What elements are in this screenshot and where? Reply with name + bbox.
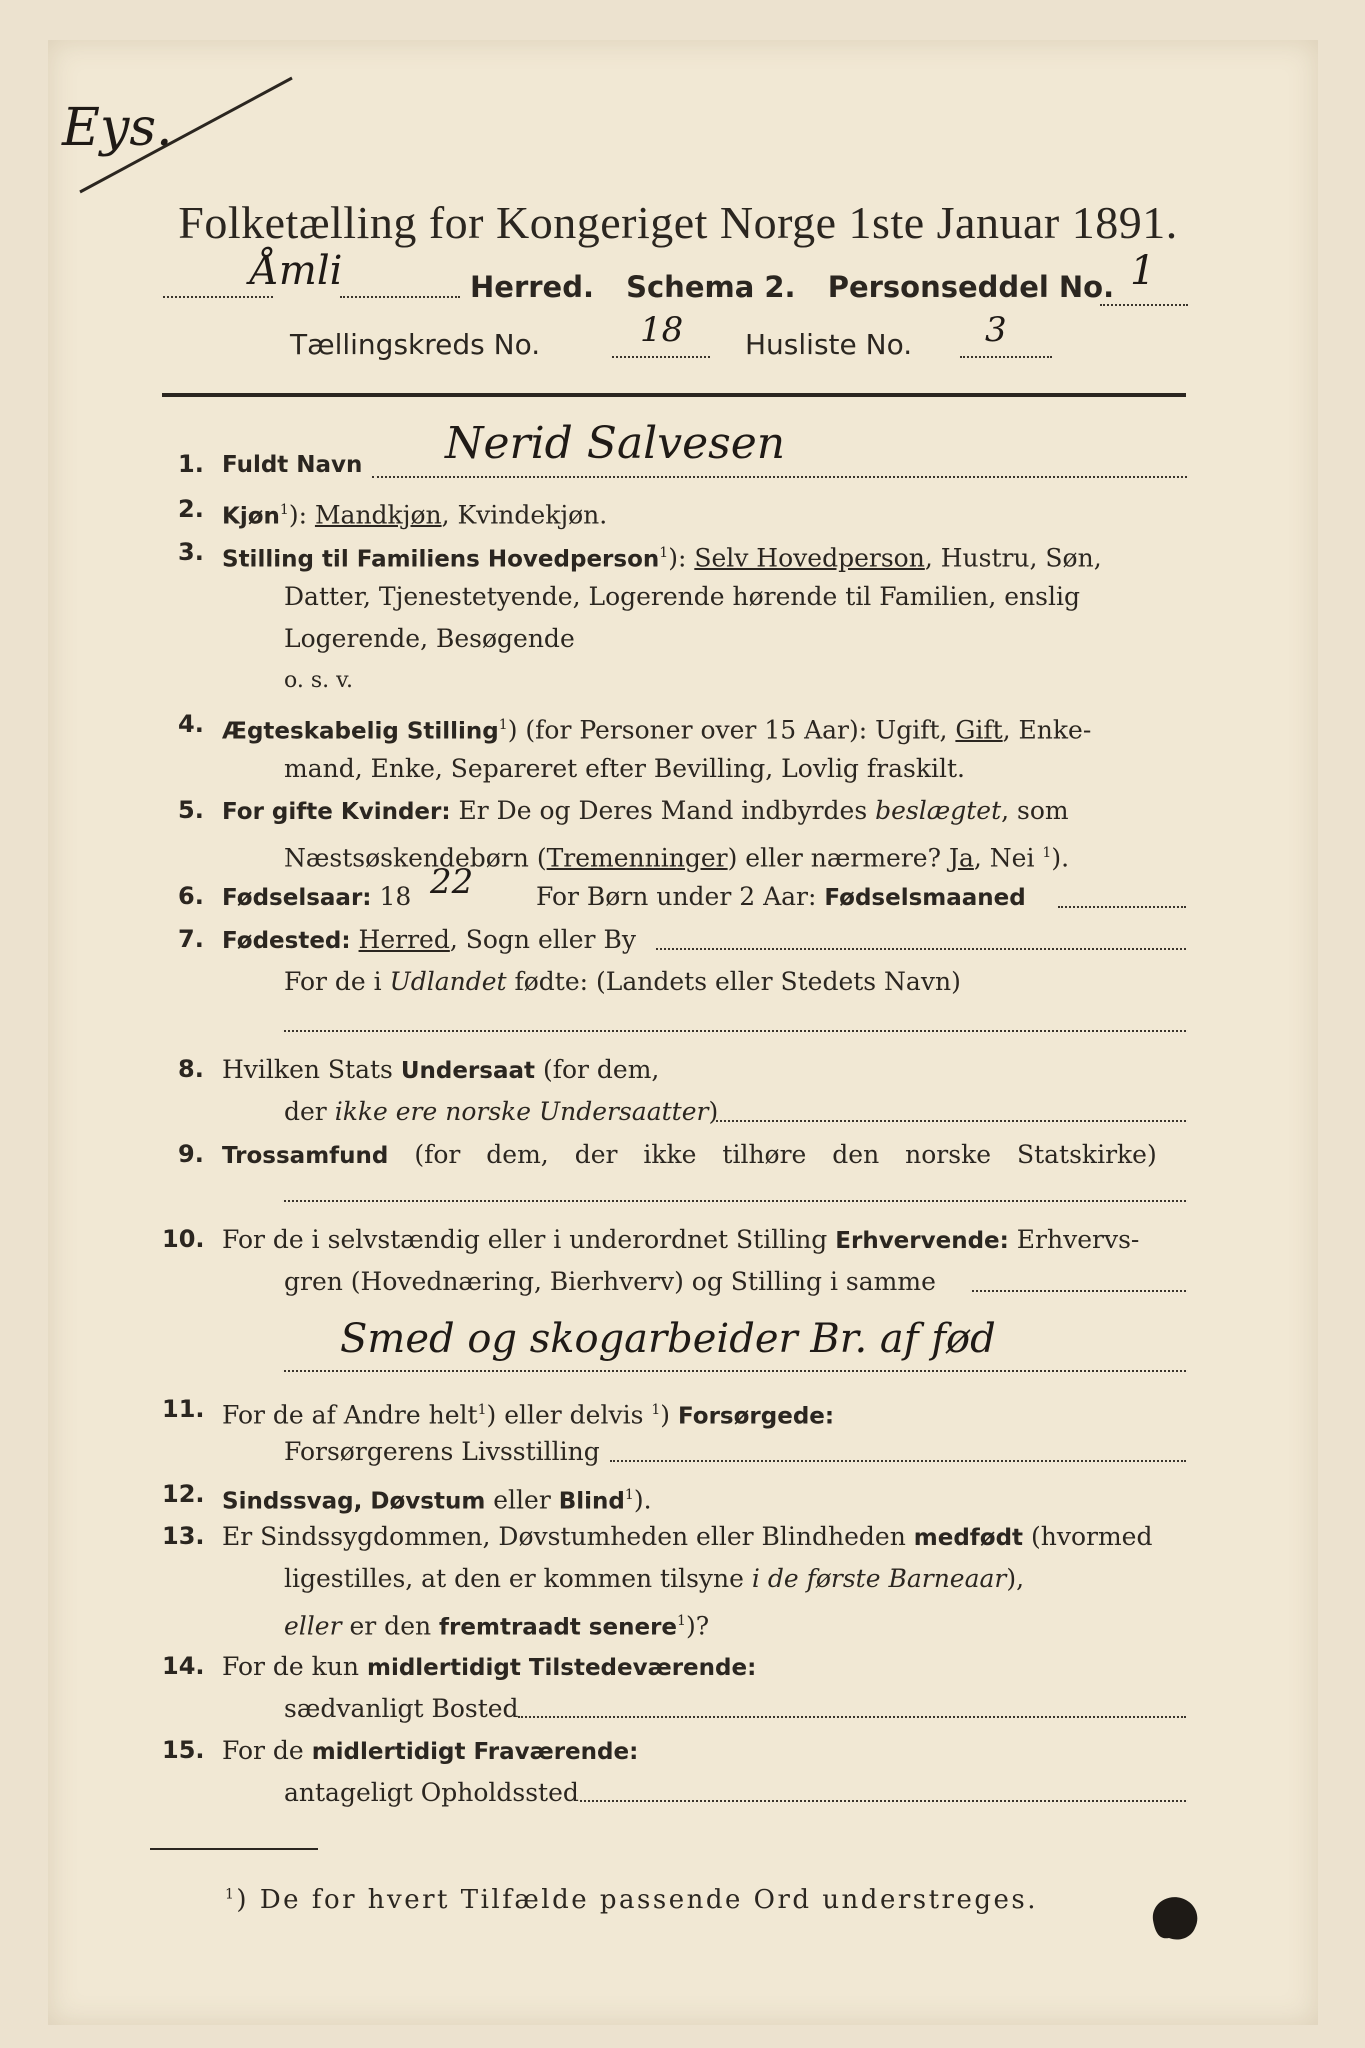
q9-number: 9. (178, 1140, 204, 1168)
q2-option-mandkjon: Mandkjøn (314, 500, 442, 530)
q10-number: 10. (162, 1225, 205, 1253)
q9-text: (for dem, der ikke tilhøre den norske Statskirke) (388, 1140, 1157, 1169)
q7-underlined: Herred (358, 925, 450, 954)
q6-label: Fødselsaar: (222, 885, 372, 911)
q11-text3: ) (660, 1400, 678, 1430)
q3-underlined: Selv Hovedperson (694, 543, 925, 573)
q8-line2-italic: ikke ere norske Undersaatter (334, 1097, 709, 1126)
q13-rest: (hvormed (1023, 1522, 1153, 1551)
q5-rest: , som (1001, 796, 1069, 825)
q13-line3-bold: fremtraadt senere (439, 1614, 678, 1641)
q13-line2b: ), (1006, 1564, 1025, 1593)
q2-label: Kjøn (222, 503, 280, 530)
q13-line3c: )? (685, 1611, 710, 1641)
q10-rest: Erhvervs- (1008, 1225, 1140, 1254)
q13-number: 13. (162, 1522, 205, 1550)
form-title: Folketælling for Kongeriget Norge 1ste Januar 1891. (178, 197, 1178, 248)
herred-dots (163, 296, 273, 298)
q13-text: Er Sindssygdommen, Døvstumheden eller Blindheden (222, 1522, 914, 1551)
q15-dots (580, 1800, 1186, 1802)
q5-line2d: , Nei (973, 843, 1043, 873)
footnote-rule (150, 1848, 318, 1850)
q6-number: 6. (178, 882, 204, 910)
kreds-dots (612, 356, 710, 358)
q3-rest: , Hustru, Søn, (924, 543, 1102, 573)
herred-dots-2 (340, 296, 460, 298)
q4-text: ) (for Personer over 15 Aar): Ugift, (507, 715, 956, 745)
q6-year-value: 22 (430, 862, 474, 902)
husliste-dots (960, 356, 1052, 358)
q7-line2a: For de i (284, 967, 390, 996)
q13-line3-italic: eller (284, 1611, 342, 1641)
q4-label: Ægteskabelig Stilling (222, 718, 499, 745)
q8-label: Undersaat (400, 1058, 535, 1084)
q5-sup: 1 (1042, 845, 1052, 861)
q13-line2-italic: i de første Barneaar (751, 1564, 1007, 1593)
q10-line2: gren (Hovednæring, Bierhverv) og Stilling i samme (284, 1267, 936, 1296)
kreds-value: 18 (640, 310, 684, 350)
q7-label: Fødested: (222, 928, 351, 954)
q3-line4: o. s. v. (284, 668, 353, 693)
q7-text: , Sogn eller By (449, 925, 636, 954)
kreds-label: Tællingskreds No. (290, 328, 541, 361)
q10-dots-2 (284, 1370, 1186, 1372)
q8-line2a: der (284, 1097, 335, 1126)
q14-line2: sædvanligt Bosted (284, 1694, 519, 1723)
q15-label: midlertidigt Fraværende: (311, 1739, 639, 1765)
q5-line2b: ) eller nærmere? (727, 843, 949, 873)
footnote-sup: 1 (225, 1886, 237, 1903)
herred-value: Åmli (250, 248, 343, 294)
q7-number: 7. (178, 925, 204, 953)
q11-label: Forsørgede: (678, 1403, 835, 1430)
q6-text: 18 (371, 882, 412, 911)
q11-sup2: 1 (651, 1402, 661, 1418)
q11-sup: 1 (477, 1402, 487, 1418)
q4-underlined: Gift (955, 715, 1003, 745)
q12-text: eller (485, 1485, 559, 1515)
q4-rest: , Enke- (1002, 715, 1092, 745)
q10-text: For de i selvstændig eller i underordnet Stilling (222, 1225, 836, 1254)
q5-number: 5. (178, 796, 204, 824)
q3-text: ): (668, 543, 695, 573)
q10-dots (972, 1290, 1186, 1292)
q5-label: For gifte Kvinder: (222, 799, 451, 825)
q4-number: 4. (178, 710, 204, 738)
q8-text: Hvilken Stats (222, 1055, 401, 1084)
q12-rest: ). (633, 1485, 652, 1515)
q8-dots (716, 1120, 1186, 1122)
q11-line2: Forsørgerens Livsstilling (284, 1437, 600, 1466)
husliste-value: 3 (985, 310, 1007, 350)
q3-number: 3. (178, 538, 204, 566)
corner-stroke-icon (70, 70, 300, 200)
q6-dots (1058, 906, 1186, 908)
q7-line2b: fødte: (Landets eller Stedets Navn) (506, 967, 961, 996)
q5-text: Er De og Deres Mand indbyrdes (450, 796, 876, 825)
q14-number: 14. (162, 1652, 205, 1680)
q1-number: 1. (178, 450, 204, 478)
q13-line3a: er den (341, 1611, 440, 1641)
q5-italic: beslægtet (875, 796, 1002, 825)
q5-line2e: ). (1051, 843, 1070, 873)
q5-line2-underlined: Tremenninger (546, 843, 728, 873)
q8-rest: (for dem, (535, 1055, 660, 1084)
q13-line2a: ligestilles, at den er kommen tilsyne (284, 1564, 752, 1593)
q15-number: 15. (162, 1736, 205, 1764)
personseddel-value: 1 (1130, 248, 1156, 294)
q14-text: For de kun (222, 1652, 367, 1681)
q3-sup: 1 (659, 545, 669, 561)
q1-dots (372, 476, 1187, 478)
q5-line2a: Næstsøskendebørn ( (284, 843, 547, 873)
q8-line2b: ) (708, 1097, 719, 1126)
q7-dots-2 (284, 1030, 1186, 1032)
q2-number: 2. (178, 495, 204, 523)
q12-label: Sindssvag, Døvstum (222, 1488, 486, 1515)
q15-line2: antageligt Opholdssted (284, 1778, 579, 1807)
footnote (225, 1885, 1038, 1915)
q11-text2: ) eller delvis (486, 1400, 652, 1430)
q10-label: Erhvervende: (835, 1228, 1009, 1254)
q14-dots (518, 1716, 1186, 1718)
q7-dots (656, 948, 1186, 950)
q12-number: 12. (162, 1480, 205, 1508)
q5-answer-ja: Ja (948, 843, 974, 873)
q3-line3: Logerende, Besøgende (284, 624, 575, 653)
q8-number: 8. (178, 1055, 204, 1083)
husliste-label: Husliste No. (745, 328, 913, 361)
schema-label: Schema 2. (626, 270, 796, 304)
q7-line2-italic: Udlandet (389, 967, 507, 996)
q1-name-value: Nerid Salvesen (445, 418, 786, 469)
q3-line2: Datter, Tjenestetyende, Logerende hørende til Familien, enslig (284, 582, 1081, 611)
q12-label2: Blind (558, 1488, 625, 1515)
q13-sup: 1 (677, 1613, 686, 1629)
q2-sup: 1 (279, 502, 289, 518)
q9-label: Trossamfund (222, 1143, 389, 1169)
q11-number: 11. (162, 1395, 205, 1423)
q6-rest: For Børn under 2 Aar: (536, 882, 825, 911)
q9-dots (284, 1200, 1186, 1202)
q2-text: ): (288, 500, 315, 530)
footnote-text: ) De for hvert Tilfælde passende Ord understreges. (236, 1885, 1039, 1915)
q4-sup: 1 (498, 717, 508, 733)
q15-text: For de (222, 1736, 312, 1765)
q1-label: Fuldt Navn (222, 452, 363, 478)
q13-label: medfødt (913, 1525, 1024, 1551)
q10-occupation-value: Smed og skogarbeider Br. af fød (340, 1316, 996, 1362)
q6-label2: Fødselsmaaned (824, 885, 1026, 911)
q11-dots (610, 1460, 1186, 1462)
q12-sup: 1 (624, 1487, 634, 1503)
q14-label: midlertidigt Tilstedeværende: (366, 1655, 757, 1681)
corner-handwritten-mark: Eys. (62, 98, 173, 158)
q4-line2: mand, Enke, Separeret efter Bevilling, Lovlig fraskilt. (284, 754, 965, 783)
q2-option-kvindekjon: , Kvindekjøn. (441, 500, 608, 530)
personseddel-dots (1100, 304, 1188, 306)
ink-blot-icon (1145, 1890, 1205, 1946)
q11-text: For de af Andre helt (222, 1400, 478, 1430)
header-rule (162, 393, 1186, 397)
q3-label: Stilling til Familiens Hovedperson (222, 546, 660, 573)
personseddel-label: Personseddel No. (827, 270, 1115, 304)
herred-label: Herred. (470, 270, 594, 304)
